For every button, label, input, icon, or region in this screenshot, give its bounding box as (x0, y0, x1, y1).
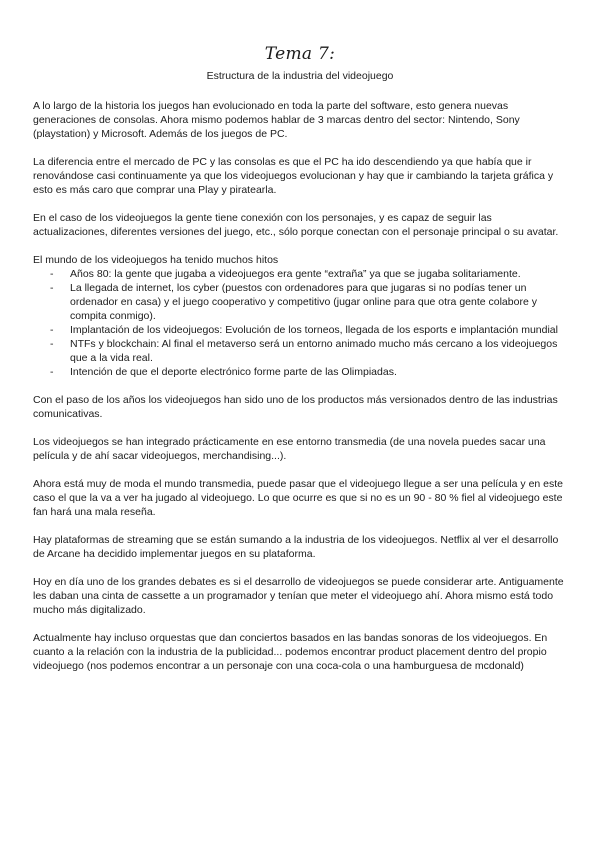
list-dash: - (50, 324, 54, 336)
list-item-text: NTFs y blockchain: Al final el metaverso será un entorno animado mucho más cercano a los videojuegos que a la vida real. (70, 338, 558, 364)
hitos-list (33, 267, 568, 379)
list-dash: - (50, 366, 54, 378)
list-dash: - (50, 282, 54, 294)
list-item-text: Años 80: la gente que jugaba a videojuegos era gente “extraña” ya que se jugaba solitariamente. (70, 268, 521, 280)
paragraph-software-evolution: A lo largo de la historia los juegos han evolucionado en toda la parte del software, esto genera nuevas generaciones de consolas. Ahora mismo podemos hablar de 3 marcas dentro del sector: Nintendo, Sony (playstation) y Microsoft. Además de los juegos de PC. (33, 100, 520, 140)
paragraph-character-connection: En el caso de los videojuegos la gente tiene conexión con los personajes, y es capaz de seguir las actualizaciones, diferentes versiones del juego, etc., sólo porque conectan con el personaje principal o su avatar. (33, 212, 559, 238)
list-item (50, 323, 568, 337)
list-item-text: La llegada de internet, los cyber (puestos con ordenadores para que jugaras si no podías tener un ordenador en casa) y el juego cooperativo y competitivo (jugar online para que otra gente colabore y compita conmigo). (70, 282, 537, 322)
list-item-text: Intención de que el deporte electrónico forme parte de las Olimpiadas. (70, 366, 397, 378)
list-dash: - (50, 268, 54, 280)
list-item (50, 281, 568, 323)
paragraph-transmedia-integration: Los videojuegos se han integrado prácticamente en ese entorno transmedia (de una novela puedes sacar una película y de ahí sacar videojuegos, merchandising...). (33, 436, 546, 462)
paragraph-hitos-intro: El mundo de los videojuegos ha tenido muchos hitos (33, 254, 279, 266)
paragraph-pc-vs-consoles: La diferencia entre el mercado de PC y las consolas es que el PC ha ido descendiendo ya que había que ir renovándose casi continuamente ya que los videojuegos evolucionan y hay que ir cambiando la tarjeta gráfica y esto es más caro que comprar una Play y piratearla. (33, 156, 554, 196)
list-dash: - (50, 338, 54, 350)
list-item (50, 337, 568, 365)
paragraph-streaming-platforms: Hay plataformas de streaming que se están sumando a la industria de los videojuegos. Netflix al ver el desarrollo de Arcane ha decidido implementar juegos en su plataforma. (33, 534, 559, 560)
paragraph-orchestras-advertising: Actualmente hay incluso orquestas que dan conciertos basados en las bandas sonoras de los videojuegos. En cuanto a la relación con la industria de la publicidad... podemos encontrar product placement dentro del propio videojuego (nos podemos encontrar a un personaje con una coca-cola o una hamburguesa de mcdonald) (33, 632, 548, 672)
list-item (50, 267, 568, 281)
paragraph-art-debate: Hoy en día uno de los grandes debates es si el desarrollo de videojuegos se puede considerar arte. Antiguamente les daban una cinta de cassette a un programador y tenían que meter el videojuego ahí. Ahora mismo está todo mucho más digitalizado. (33, 576, 564, 616)
document-body (33, 99, 568, 687)
page-title: Tema 7: (264, 44, 336, 64)
list-item (50, 365, 568, 379)
paragraph-versioned-products: Con el paso de los años los videojuegos han sido uno de los productos más versionados dentro de las industrias comunicativas. (33, 394, 558, 420)
list-item-text: Implantación de los videojuegos: Evolución de los torneos, llegada de los esports e implantación mundial (70, 324, 558, 336)
page-subtitle: Estructura de la industria del videojuego (206, 70, 394, 82)
paragraph-transmedia-trend: Ahora está muy de moda el mundo transmedia, puede pasar que el videojuego llegue a ser una película y en este caso el que la va a ver ha jugado al videojuego. Lo que ocurre es que si no es un 90 - 80 % fiel al videojuego este fan hará una mala reseña. (33, 478, 564, 518)
